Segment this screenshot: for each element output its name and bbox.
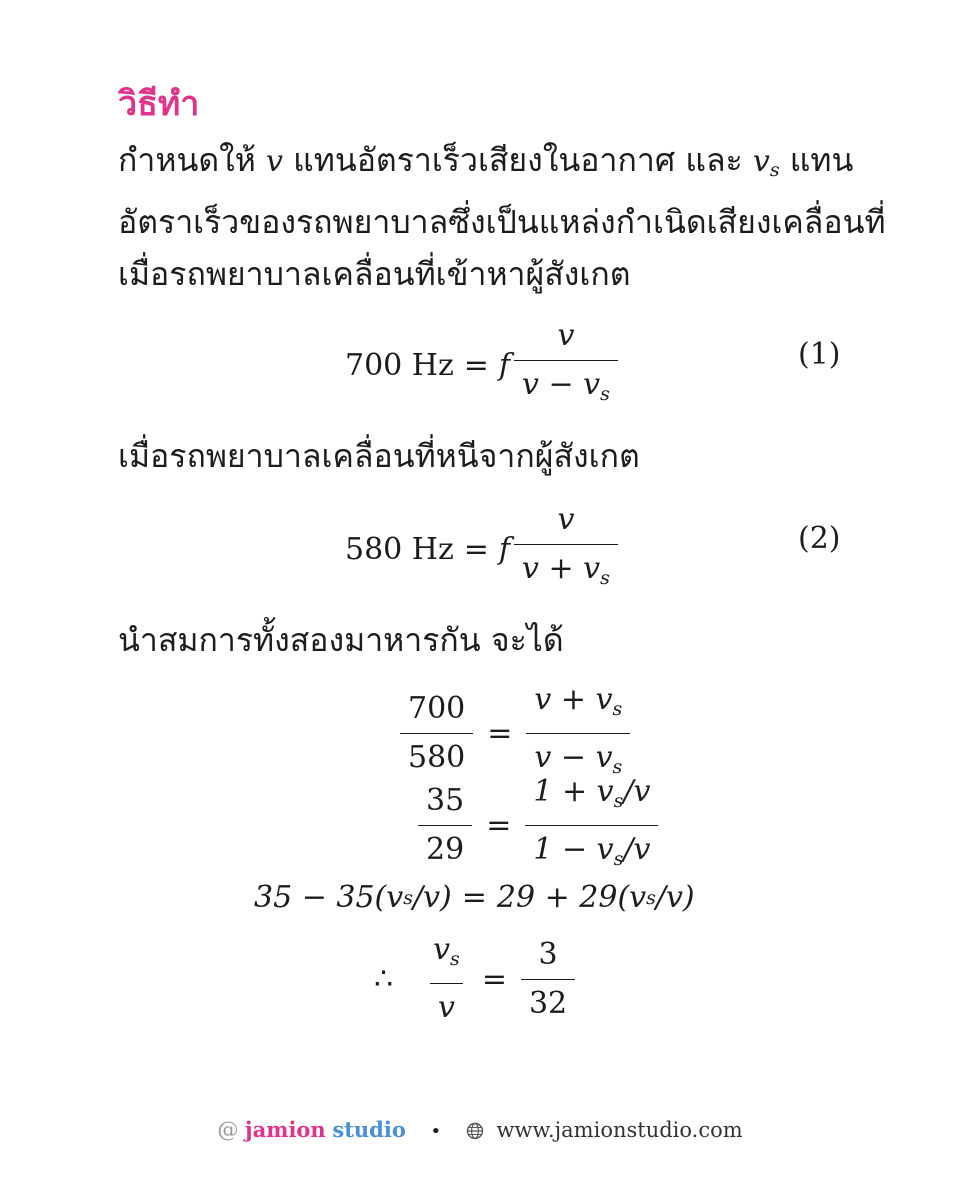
eq1-fraction xyxy=(514,316,618,414)
eq1-numerator: v xyxy=(557,318,575,353)
intro-text: แทนอัตราเร็วเสียงในอากาศ และ xyxy=(282,141,753,179)
eq2-den-subscript: s xyxy=(600,567,610,589)
eq6-ln-subscript: s xyxy=(450,948,460,970)
eq3-rn-subscript: s xyxy=(612,698,623,720)
var-vs xyxy=(753,144,780,179)
equals-sign: = xyxy=(487,716,513,751)
equation-1 xyxy=(345,316,622,414)
eq6-right-fraction xyxy=(521,935,575,1024)
eq5-right-c: 29 + 29(v xyxy=(496,880,647,915)
intro-text: แทน xyxy=(779,141,854,179)
eq5-right-subscript: s xyxy=(646,886,656,909)
eq4-rd-tail: /v xyxy=(623,832,651,867)
eq6-ln-text: v xyxy=(433,932,451,967)
equation-2 xyxy=(345,500,622,598)
intro-line-3: เมื่อรถพยาบาลเคลื่อนที่เข้าหาผู้สังเกต xyxy=(118,255,631,293)
eq4-left-numerator: 35 xyxy=(426,783,465,818)
eq6-left-denominator: v xyxy=(430,983,463,1028)
eq4-left-denominator: 29 xyxy=(418,825,472,870)
equals-sign: = xyxy=(463,347,489,383)
brand-name-part-2: studio xyxy=(332,1117,406,1142)
eq2-denominator xyxy=(514,544,618,598)
eq4-right-fraction xyxy=(525,772,658,879)
eq6-right-numerator: 3 xyxy=(538,936,558,972)
eq4-rd-text: 1 − v xyxy=(533,832,614,867)
eq5-right-d: /v) xyxy=(655,880,695,915)
globe-icon xyxy=(466,1121,484,1145)
eq4-rn-tail: /v xyxy=(623,774,651,809)
separator-dot: • xyxy=(430,1121,442,1142)
eq3-rd-text: v − v xyxy=(534,740,613,775)
intro-paragraph xyxy=(118,134,886,300)
eq4-rn-subscript: s xyxy=(613,790,624,812)
eq4-right-numerator xyxy=(525,772,658,825)
eq2-fraction xyxy=(514,500,618,598)
eq1-lhs: 700 Hz xyxy=(345,347,454,383)
eq6-left-fraction xyxy=(425,930,468,1028)
eq1-f: f xyxy=(498,347,511,383)
eq5-left-subscript: s xyxy=(403,886,413,909)
eq3-right-fraction xyxy=(526,680,630,787)
var-vs-subscript: s xyxy=(769,159,780,181)
var-vs-base: v xyxy=(752,144,770,179)
equation-number-2: (2) xyxy=(798,521,841,556)
paragraph-3-text: นำสมการทั้งสองมาหารกัน จะได้ xyxy=(118,621,564,659)
eq3-rn-text: v + v xyxy=(534,682,613,717)
eq4-right-denominator xyxy=(525,825,658,879)
intro-text: กำหนดให้ xyxy=(118,141,266,179)
section-heading: วิธีทำ xyxy=(118,84,200,124)
eq1-den-text: v − v xyxy=(522,367,601,402)
equation-5 xyxy=(254,880,695,915)
eq6-right-denominator: 32 xyxy=(521,979,575,1024)
equation-3 xyxy=(396,680,634,787)
footer xyxy=(0,1117,960,1145)
eq4-rd-subscript: s xyxy=(613,848,624,870)
eq3-left-numerator: 700 xyxy=(408,691,466,726)
equals-sign: = xyxy=(481,961,507,997)
var-v: v xyxy=(265,144,283,179)
equation-6 xyxy=(374,930,579,1028)
eq3-left-fraction xyxy=(400,689,473,778)
equation-number-1: (1) xyxy=(798,337,841,372)
eq2-numerator: v xyxy=(557,502,575,537)
eq2-lhs: 580 Hz xyxy=(345,531,454,567)
eq3-left-denominator: 580 xyxy=(400,733,473,778)
equation-4 xyxy=(414,772,662,879)
brand-name-part-1: jamion xyxy=(245,1117,326,1142)
eq6-left-numerator xyxy=(425,930,468,983)
paragraph-3 xyxy=(118,614,564,666)
eq1-denominator xyxy=(514,360,618,414)
eq2-den-text: v + v xyxy=(522,551,601,586)
equals-sign: = xyxy=(461,880,487,915)
intro-line-1 xyxy=(118,134,886,196)
eq1-den-subscript: s xyxy=(600,383,610,405)
paragraph-2-text: เมื่อรถพยาบาลเคลื่อนที่หนีจากผู้สังเกต xyxy=(118,437,640,475)
intro-line-2: อัตราเร็วของรถพยาบาลซึ่งเป็นแหล่งกำเนิดเสียงเคลื่อนที่ xyxy=(118,203,886,241)
eq4-left-fraction xyxy=(418,781,472,870)
eq5-left-b: /v) xyxy=(412,880,452,915)
eq4-rn-text: 1 + v xyxy=(533,774,614,809)
eq3-right-numerator xyxy=(526,680,630,733)
paragraph-2 xyxy=(118,430,640,482)
equals-sign: = xyxy=(463,531,489,567)
eq2-f: f xyxy=(498,531,511,567)
therefore-symbol: ∴ xyxy=(374,961,394,997)
at-symbol: @ xyxy=(217,1118,239,1142)
eq3-rd-subscript: s xyxy=(612,756,623,778)
website-link[interactable]: www.jamionstudio.com xyxy=(496,1118,743,1142)
eq5-left-a: 35 − 35(v xyxy=(254,880,404,915)
equals-sign: = xyxy=(486,808,512,843)
